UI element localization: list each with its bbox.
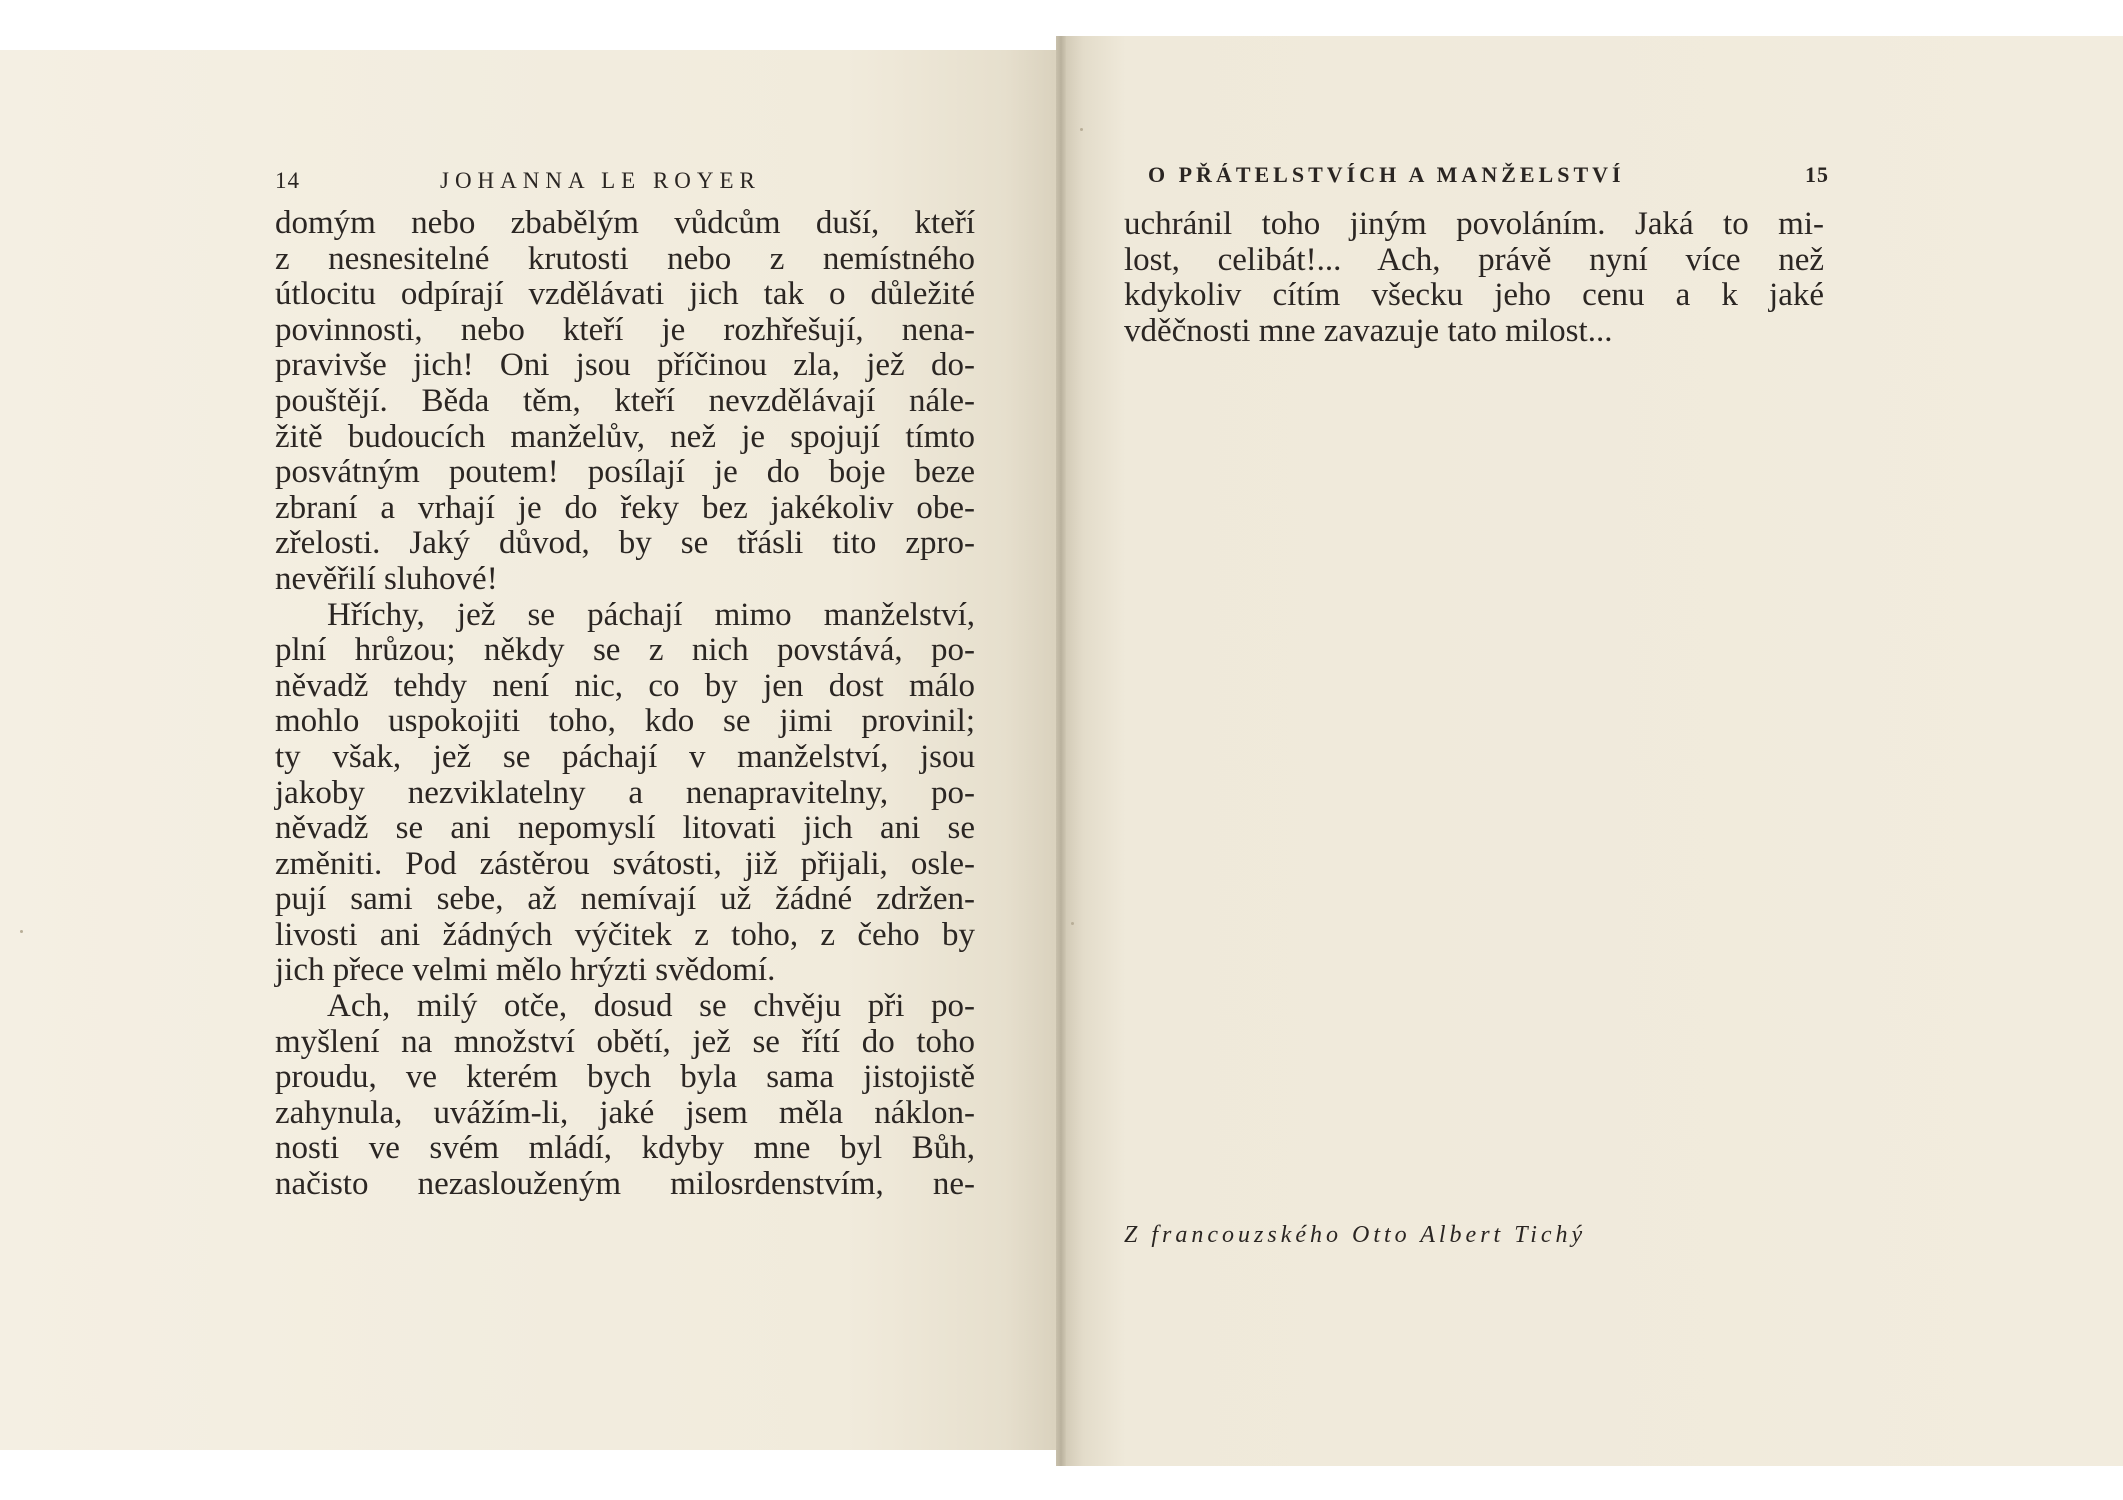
body-line: pouštějí. Běda těm, kteří nevzdělávají nále‑: [275, 382, 975, 419]
body-line: mohlo uspokojiti toho, kdo se jimi provinil;: [275, 703, 975, 740]
body-line: změniti. Pod zástěrou svátosti, již přijali, osle‑: [275, 845, 975, 882]
translator-credit: Z francouzského Otto Albert Tichý: [1124, 1222, 1587, 1248]
left-page-number: 14: [275, 168, 300, 193]
paper-speck: [1071, 922, 1074, 925]
body-line: vděčnosti mne zavazuje tato milost...: [1124, 312, 1613, 349]
right-page-number: 15: [1805, 162, 1829, 187]
body-line: Hříchy, jež se páchají mimo manželství,: [327, 596, 975, 633]
left-running-head: JOHANNA LE ROYER: [440, 168, 761, 193]
body-line: něvadž se ani nepomyslí litovati jich ani se: [275, 810, 975, 847]
body-line: livosti ani žádných výčitek z toho, z čeho by: [275, 916, 975, 953]
body-line: žitě budoucích manželův, než je spojují tímto: [275, 418, 975, 455]
body-line: jakoby nezviklatelny a nenapravitelny, po‑: [275, 774, 975, 811]
body-line: domým nebo zbabělým vůdcům duší, kteří: [275, 205, 975, 241]
body-line: jich přece velmi mělo hrýzti svědomí.: [275, 952, 776, 989]
body-line: zbraní a vrhají je do řeky bez jakékoliv obe‑: [275, 489, 975, 526]
body-line: uchránil toho jiným povoláním. Jaká to mi‑: [1124, 206, 1824, 242]
body-line: kdykoliv cítím všecku jeho cenu a k jaké: [1124, 277, 1824, 314]
body-line: pravivše jich! Oni jsou příčinou zla, jež do‑: [275, 347, 975, 384]
body-line: zahynula, uvážím‑li, jaké jsem měla náklon‑: [275, 1094, 975, 1131]
body-line: proudu, ve kterém bych byla sama jistojistě: [275, 1059, 975, 1096]
body-line: lost, celibát!... Ach, právě nyní více než: [1124, 241, 1824, 278]
body-line: plní hrůzou; někdy se z nich povstává, po‑: [275, 632, 975, 669]
book-gutter: [1056, 36, 1066, 1466]
body-line: nevěřilí sluhové!: [275, 560, 498, 597]
paper-speck: [1080, 128, 1083, 131]
body-line: pují sami sebe, až nemívají už žádné zdržen‑: [275, 881, 975, 918]
body-line: myšlení na množství obětí, jež se řítí do toho: [275, 1023, 975, 1060]
body-line: načisto nezaslouženým milosrdenstvím, ne‑: [275, 1166, 975, 1203]
body-line: z nesnesitelné krutosti nebo z nemístného: [275, 240, 975, 277]
body-line: ty však, jež se páchají v manželství, jsou: [275, 738, 975, 775]
body-line: zřelosti. Jaký důvod, by se třásli tito zpro‑: [275, 525, 975, 562]
body-line: povinnosti, nebo kteří je rozhřešují, nena‑: [275, 311, 975, 348]
body-line: Ach, milý otče, dosud se chvěju při po‑: [327, 988, 975, 1025]
paper-speck: [20, 930, 23, 933]
body-line: nosti ve svém mládí, kdyby mne byl Bůh,: [275, 1130, 975, 1167]
body-line: útlocitu odpírají vzdělávati jich tak o důležité: [275, 276, 975, 313]
right-running-head: O PŘÁTELSTVÍCH A MANŽELSTVÍ: [1148, 162, 1625, 187]
body-line: něvadž tehdy není nic, co by jen dost málo: [275, 667, 975, 704]
body-line: posvátným poutem! posílají je do boje beze: [275, 454, 975, 491]
right-page-body: [1124, 207, 1824, 349]
left-page-body: [275, 206, 975, 1203]
